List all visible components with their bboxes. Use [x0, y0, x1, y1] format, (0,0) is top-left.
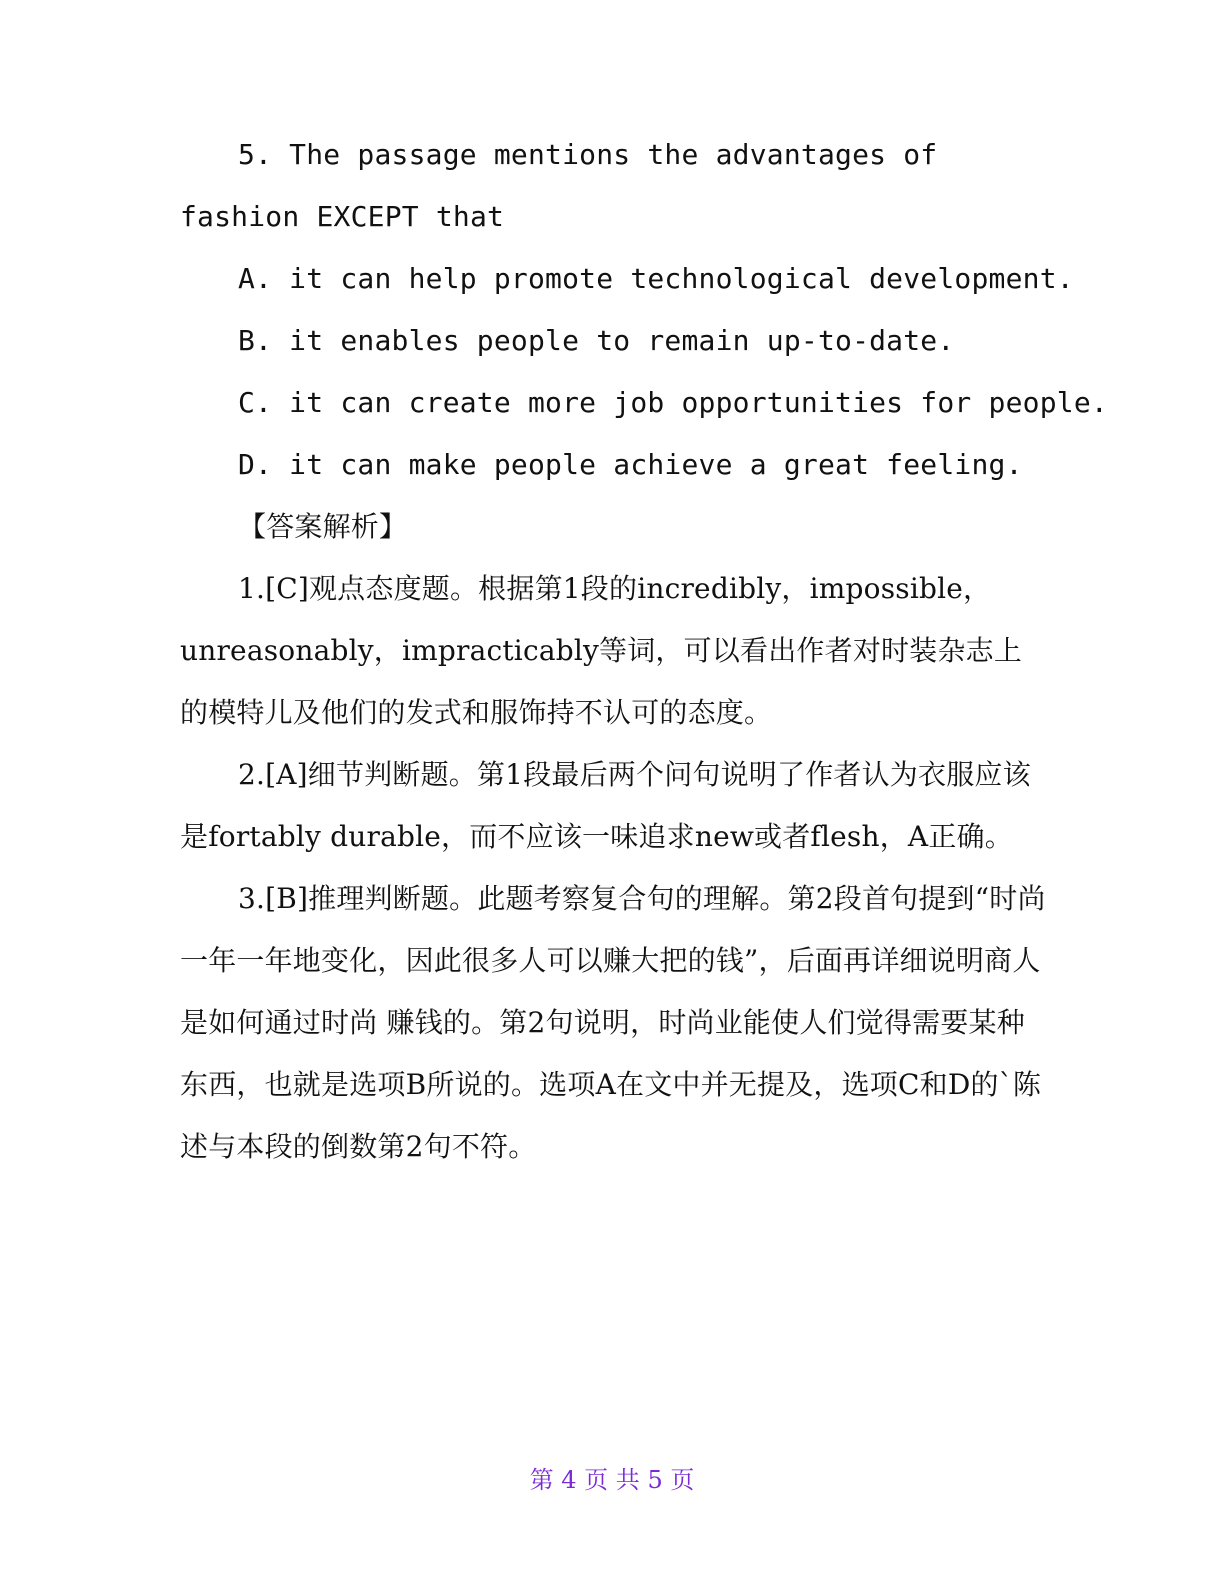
analysis-paragraph-2: 2.[A]细节判断题。第1段最后两个问句说明了作者认为衣服应该是fortably durable，而不应该一味追求new或者flesh，A正确。	[180, 758, 1031, 853]
option-d: D. it can make people achieve a great feeling.	[238, 448, 1023, 481]
option-a: A. it can help promote technological development.	[238, 262, 1074, 295]
analysis-paragraph-3: 3.[B]推理判断题。此题考察复合句的理解。第2段首句提到“时尚一年一年地变化，因此很多人可以赚大把的钱”，后面再详细说明商人是如何通过时尚 赚钱的。第2句说明，时尚业能使人们觉得需要某种东西，也就是选项B所说的。选项A在文中并无提及，选项C和D的`陈述与本段的倒数第2句不符。	[180, 882, 1046, 1163]
analysis-title: 【答案解析】	[238, 510, 408, 543]
page-footer: 第 4 页 共 5 页	[529, 1466, 695, 1494]
option-b: B. it enables people to remain up-to-date.	[238, 324, 955, 357]
question-stem: 5. The passage mentions the advantages of fashion EXCEPT that	[180, 138, 938, 233]
page-content	[180, 124, 1108, 1178]
analysis-paragraph-1: 1.[C]观点态度题。根据第1段的incredibly，impossible，unreasonably，impracticably等词，可以看出作者对时装杂志上的模特儿及他们的发式和服饰持不认可的态度。	[180, 572, 1023, 729]
option-c: C. it can create more job opportunities for people.	[238, 386, 1108, 419]
